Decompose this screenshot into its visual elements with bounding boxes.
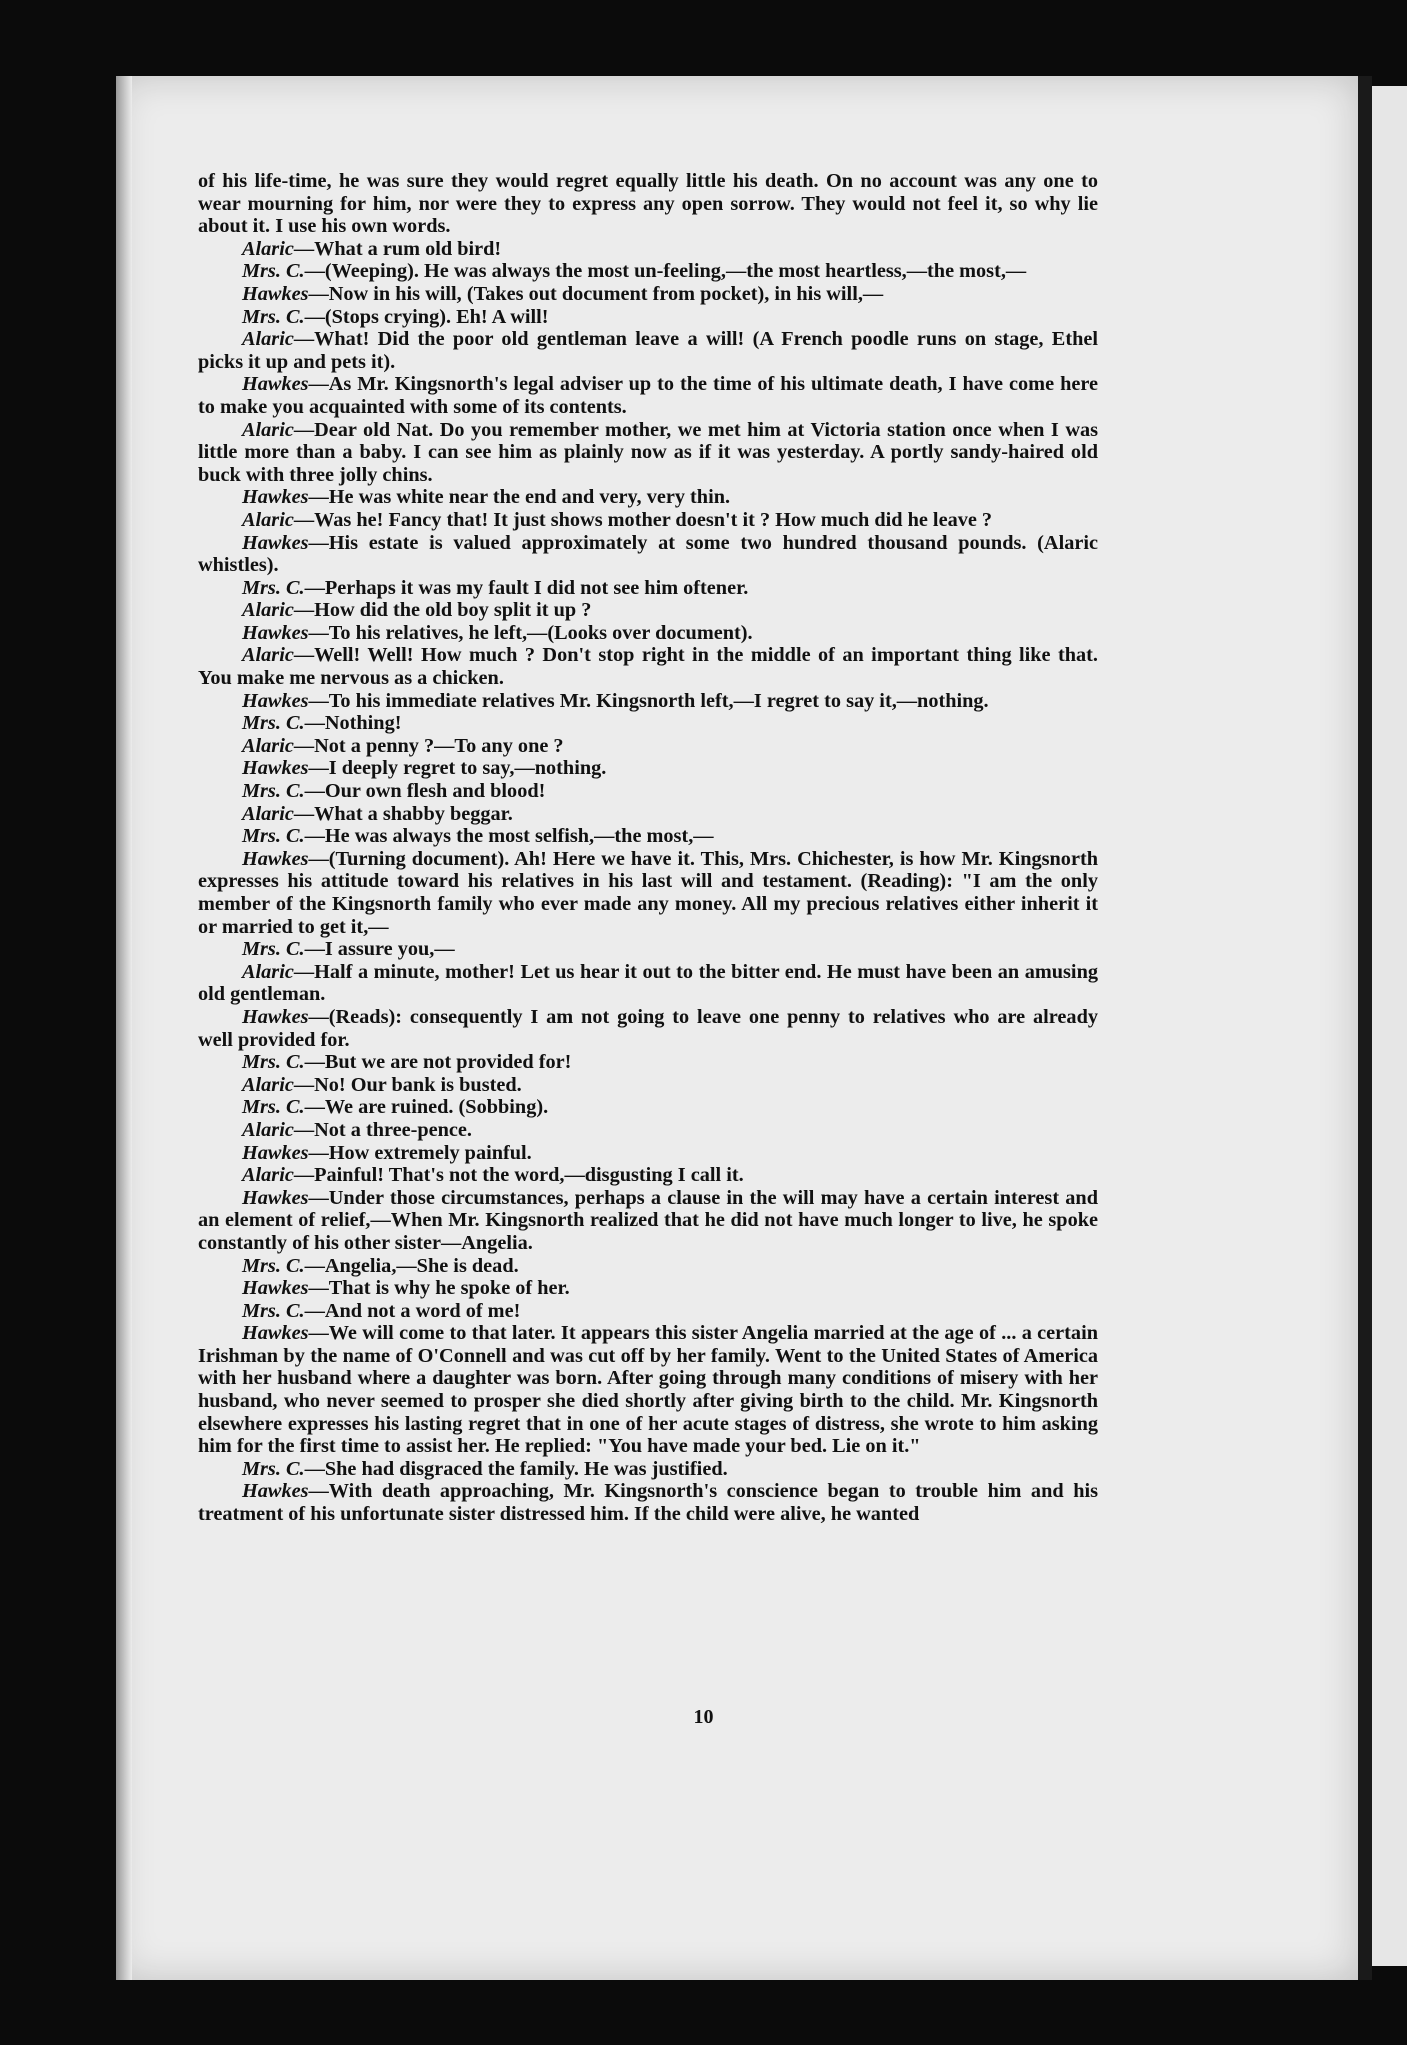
speaker-name: Mrs. C.	[242, 260, 305, 283]
dialogue-text: —With death approaching, Mr. Kingsnorth's conscience began to trouble him and his treatment of his unfortunate sister distressed him. If the child were alive, he wanted	[198, 1480, 1098, 1526]
dialogue-text: —What! Did the poor old gentleman leave a will! (A French poodle runs on stage, Ethel picks it up and pets it).	[198, 328, 1098, 373]
speaker-name: Alaric	[242, 960, 294, 983]
dialogue-line	[198, 690, 1098, 713]
paragraph	[198, 170, 1098, 238]
speaker-name: Mrs. C.	[242, 1096, 305, 1119]
speaker-name: Alaric	[242, 328, 294, 351]
dialogue-text: —How did the old boy split it up ?	[293, 599, 592, 622]
dialogue-text: —Now in his will, (Takes out document from pocket), in his will,—	[308, 282, 884, 305]
dialogue-line	[198, 938, 1098, 961]
dialogue-line	[198, 1074, 1098, 1097]
dialogue-text: —I deeply regret to say,—nothing.	[308, 757, 607, 780]
paragraph-text: of his life-time, he was sure they would regret equally little his death. On no account was any one to wear mourning for him, nor were they to express any open sorrow. They would not feel it, so why lie about it. I use his own words.	[198, 170, 1098, 238]
speaker-name: Mrs. C.	[242, 825, 305, 848]
dialogue-line	[198, 283, 1098, 306]
dialogue-line	[198, 238, 1098, 261]
speaker-name: Hawkes	[242, 282, 309, 305]
adjacent-page-edge	[1372, 86, 1407, 1966]
speaker-name: Hawkes	[242, 621, 309, 644]
dialogue-line	[198, 780, 1098, 803]
dialogue-text: —We will come to that later. It appears this sister Angelia married at the age of ... a certain Irishman by the name of O'Connell and was cut off by her family. Went to the United States of America with her husband where a daughter was born. After going through many conditions of misery with her husband, who never seemed to prosper she died shortly after giving birth to the child. Mr. Kingsnorth elsewhere expresses his lasting regret that in one of her acute stages of distress, she wrote to him asking him for the first time to assist her. He replied: "You have made your bed. Lie on it."	[198, 1322, 1098, 1458]
dialogue-text: —What a rum old bird!	[293, 237, 502, 260]
dialogue-text: —(Turning document). Ah! Here we have it. This, Mrs. Chichester, is how Mr. Kingsnorth expresses his attitude toward his relatives in his last will and testament. (Reading): "I am the only member of the Kingsnorth family who ever made any money. All my precious relatives either inherit it or married to get it,—	[198, 847, 1098, 938]
dialogue-line	[198, 1006, 1098, 1051]
dialogue-text: —Nothing!	[304, 712, 402, 735]
dialogue-line	[198, 373, 1098, 418]
dialogue-text: —He was always the most selfish,—the most,—	[304, 825, 714, 848]
speaker-name: Mrs. C.	[242, 305, 305, 328]
speaker-name: Mrs. C.	[242, 1051, 305, 1074]
dialogue-text: —Under those circumstances, perhaps a clause in the will may have a certain interest and an element of relief,—When Mr. Kingsnorth realized that he did not have much longer to live, he spoke constantly of his other sister—Angelia.	[198, 1186, 1098, 1254]
page-gutter-shadow	[116, 76, 132, 1980]
dialogue-text: —His estate is valued approximately at some two hundred thousand pounds. (Alaric whistles).	[198, 531, 1098, 577]
dialogue-line	[198, 1458, 1098, 1481]
speaker-name: Hawkes	[242, 1277, 309, 1300]
speaker-name: Alaric	[242, 1164, 294, 1187]
dialogue-text: —Not a penny ?—To any one ?	[293, 734, 564, 757]
dialogue-text: —(Stops crying). Eh! A will!	[304, 305, 549, 328]
dialogue-line	[198, 306, 1098, 329]
dialogue-line	[198, 622, 1098, 645]
speaker-name: Alaric	[242, 1073, 294, 1096]
dialogue-line	[198, 419, 1098, 487]
speaker-name: Mrs. C.	[242, 1299, 305, 1322]
dialogue-line	[198, 1051, 1098, 1074]
dialogue-text: —Perhaps it was my fault I did not see him oftener.	[304, 576, 749, 599]
dialogue-line	[198, 328, 1098, 373]
speaker-name: Alaric	[242, 237, 294, 260]
dialogue-text: —Dear old Nat. Do you remember mother, we met him at Victoria station once when I was little more than a baby. I can see him as plainly now as if it was yesterday. A portly sandy-haired old buck with three jolly chins.	[198, 418, 1098, 486]
dialogue-line	[198, 1119, 1098, 1142]
dialogue-text: —We are ruined. (Sobbing).	[304, 1096, 549, 1119]
dialogue-text: —Well! Well! How much ? Don't stop right in the middle of an important thing like that. You make me nervous as a chicken.	[198, 644, 1098, 690]
speaker-name: Mrs. C.	[242, 712, 305, 735]
dialogue-text: —I assure you,—	[304, 938, 455, 961]
speaker-name: Hawkes	[242, 1186, 309, 1209]
dialogue-line	[198, 1480, 1098, 1525]
dialogue-line	[198, 509, 1098, 532]
speaker-name: Hawkes	[242, 1141, 309, 1164]
speaker-name: Hawkes	[242, 847, 309, 870]
dialogue-line	[198, 577, 1098, 600]
play-script-text	[198, 170, 1098, 1526]
dialogue-line	[198, 1322, 1098, 1458]
dialogue-text: —(Reads): consequently I am not going to leave one penny to relatives who are already well provided for.	[198, 1005, 1098, 1051]
dialogue-line	[198, 1187, 1098, 1255]
dialogue-text: —How extremely painful.	[308, 1141, 532, 1164]
dialogue-line	[198, 644, 1098, 689]
speaker-name: Alaric	[242, 508, 294, 531]
dialogue-text: —And not a word of me!	[304, 1299, 521, 1322]
dialogue-line	[198, 1164, 1098, 1187]
dialogue-text: —Our own flesh and blood!	[304, 780, 546, 803]
dialogue-text: —No! Our bank is busted.	[293, 1073, 522, 1096]
dialogue-text: —Half a minute, mother! Let us hear it out to the bitter end. He must have been an amusing old gentleman.	[198, 960, 1098, 1006]
dialogue-text: —Painful! That's not the word,—disgusting I call it.	[293, 1164, 744, 1187]
speaker-name: Alaric	[242, 734, 294, 757]
dialogue-line	[198, 486, 1098, 509]
speaker-name: Alaric	[242, 644, 294, 667]
speaker-name: Hawkes	[242, 486, 309, 509]
dialogue-line	[198, 825, 1098, 848]
dialogue-line	[198, 848, 1098, 938]
dialogue-line	[198, 1277, 1098, 1300]
dialogue-line	[198, 1096, 1098, 1119]
dialogue-line	[198, 712, 1098, 735]
speaker-name: Mrs. C.	[242, 938, 305, 961]
speaker-name: Mrs. C.	[242, 1457, 305, 1480]
speaker-name: Hawkes	[242, 1322, 309, 1345]
speaker-name: Alaric	[242, 1118, 294, 1141]
dialogue-text: —Not a three-pence.	[293, 1118, 473, 1141]
dialogue-text: —Angelia,—She is dead.	[304, 1254, 519, 1277]
dialogue-text: —To his relatives, he left,—(Looks over document).	[308, 621, 753, 644]
dialogue-line	[198, 757, 1098, 780]
dialogue-text: —(Weeping). He was always the most un-feeling,—the most heartless,—the most,—	[304, 260, 1027, 283]
dialogue-line	[198, 961, 1098, 1006]
dialogue-line	[198, 1142, 1098, 1165]
dialogue-text: —What a shabby beggar.	[293, 802, 513, 825]
speaker-name: Alaric	[242, 802, 294, 825]
speaker-name: Hawkes	[242, 689, 309, 712]
speaker-name: Hawkes	[242, 373, 309, 396]
speaker-name: Hawkes	[242, 757, 309, 780]
dialogue-line	[198, 532, 1098, 577]
speaker-name: Alaric	[242, 418, 294, 441]
book-spine-edge	[1358, 76, 1372, 1980]
speaker-name: Mrs. C.	[242, 1254, 305, 1277]
dialogue-line	[198, 599, 1098, 622]
dialogue-line	[198, 1255, 1098, 1278]
speaker-name: Mrs. C.	[242, 780, 305, 803]
speaker-name: Hawkes	[242, 1480, 309, 1503]
dialogue-text: —But we are not provided for!	[304, 1051, 572, 1074]
dialogue-text: —As Mr. Kingsnorth's legal adviser up to the time of his ultimate death, I have come here to make you acquainted with some of its contents.	[198, 373, 1098, 418]
speaker-name: Hawkes	[242, 531, 309, 554]
dialogue-line	[198, 803, 1098, 826]
speaker-name: Hawkes	[242, 1005, 309, 1028]
dialogue-text: —She had disgraced the family. He was justified.	[304, 1457, 728, 1480]
page-number: 10	[693, 1706, 714, 1728]
speaker-name: Mrs. C.	[242, 576, 305, 599]
dialogue-text: —That is why he spoke of her.	[308, 1277, 570, 1300]
dialogue-text: —He was white near the end and very, very thin.	[308, 486, 731, 509]
dialogue-text: —To his immediate relatives Mr. Kingsnorth left,—I regret to say it,—nothing.	[308, 689, 989, 712]
dialogue-line	[198, 1300, 1098, 1323]
dialogue-text: —Was he! Fancy that! It just shows mother doesn't it ? How much did he leave ?	[293, 508, 993, 531]
speaker-name: Alaric	[242, 599, 294, 622]
dialogue-line	[198, 260, 1098, 283]
dialogue-line	[198, 735, 1098, 758]
